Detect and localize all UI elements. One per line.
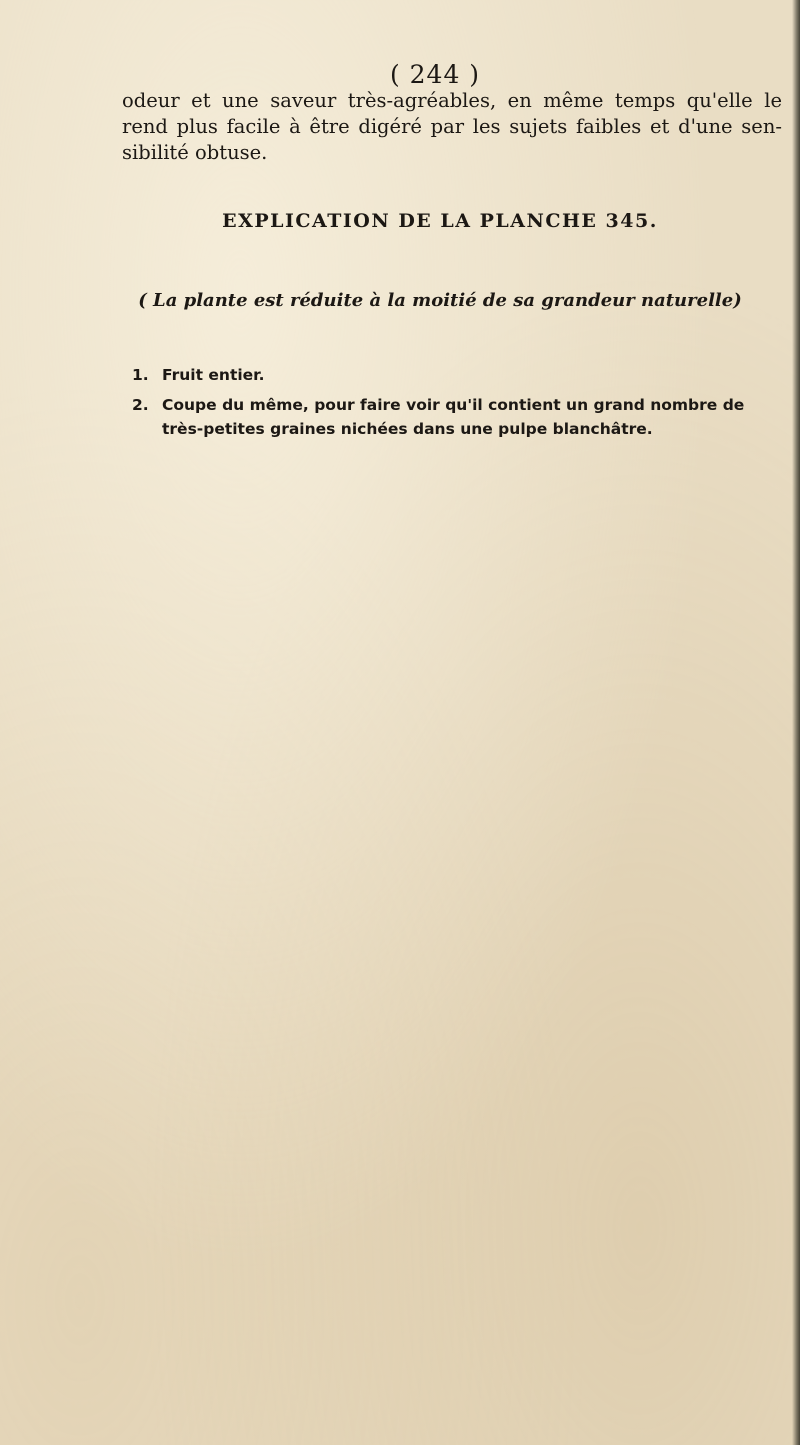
item-text: Coupe du même, pour faire voir qu'il contient un grand nombre de bbox=[162, 396, 745, 414]
item-number: 1. bbox=[132, 366, 149, 384]
body-line: rend plus facile à être digéré par les sujets faibles et d'une sen- bbox=[122, 115, 782, 138]
reduction-note: ( La plante est réduite à la moitié de sa grandeur naturelle) bbox=[138, 290, 742, 311]
body-line: odeur et une saveur très-agréables, en même temps qu'elle le bbox=[122, 89, 782, 112]
page-number: ( 244 ) bbox=[389, 60, 481, 89]
plate-heading: EXPLICATION DE LA PLANCHE 345. bbox=[222, 210, 658, 232]
body-paragraph bbox=[122, 88, 782, 166]
body-line: sibilité obtuse. bbox=[122, 141, 268, 164]
item-text: très-petites graines nichées dans une pulpe blanchâtre. bbox=[162, 420, 653, 438]
item-text: Fruit entier. bbox=[162, 366, 265, 384]
item-number: 2. bbox=[132, 396, 149, 414]
